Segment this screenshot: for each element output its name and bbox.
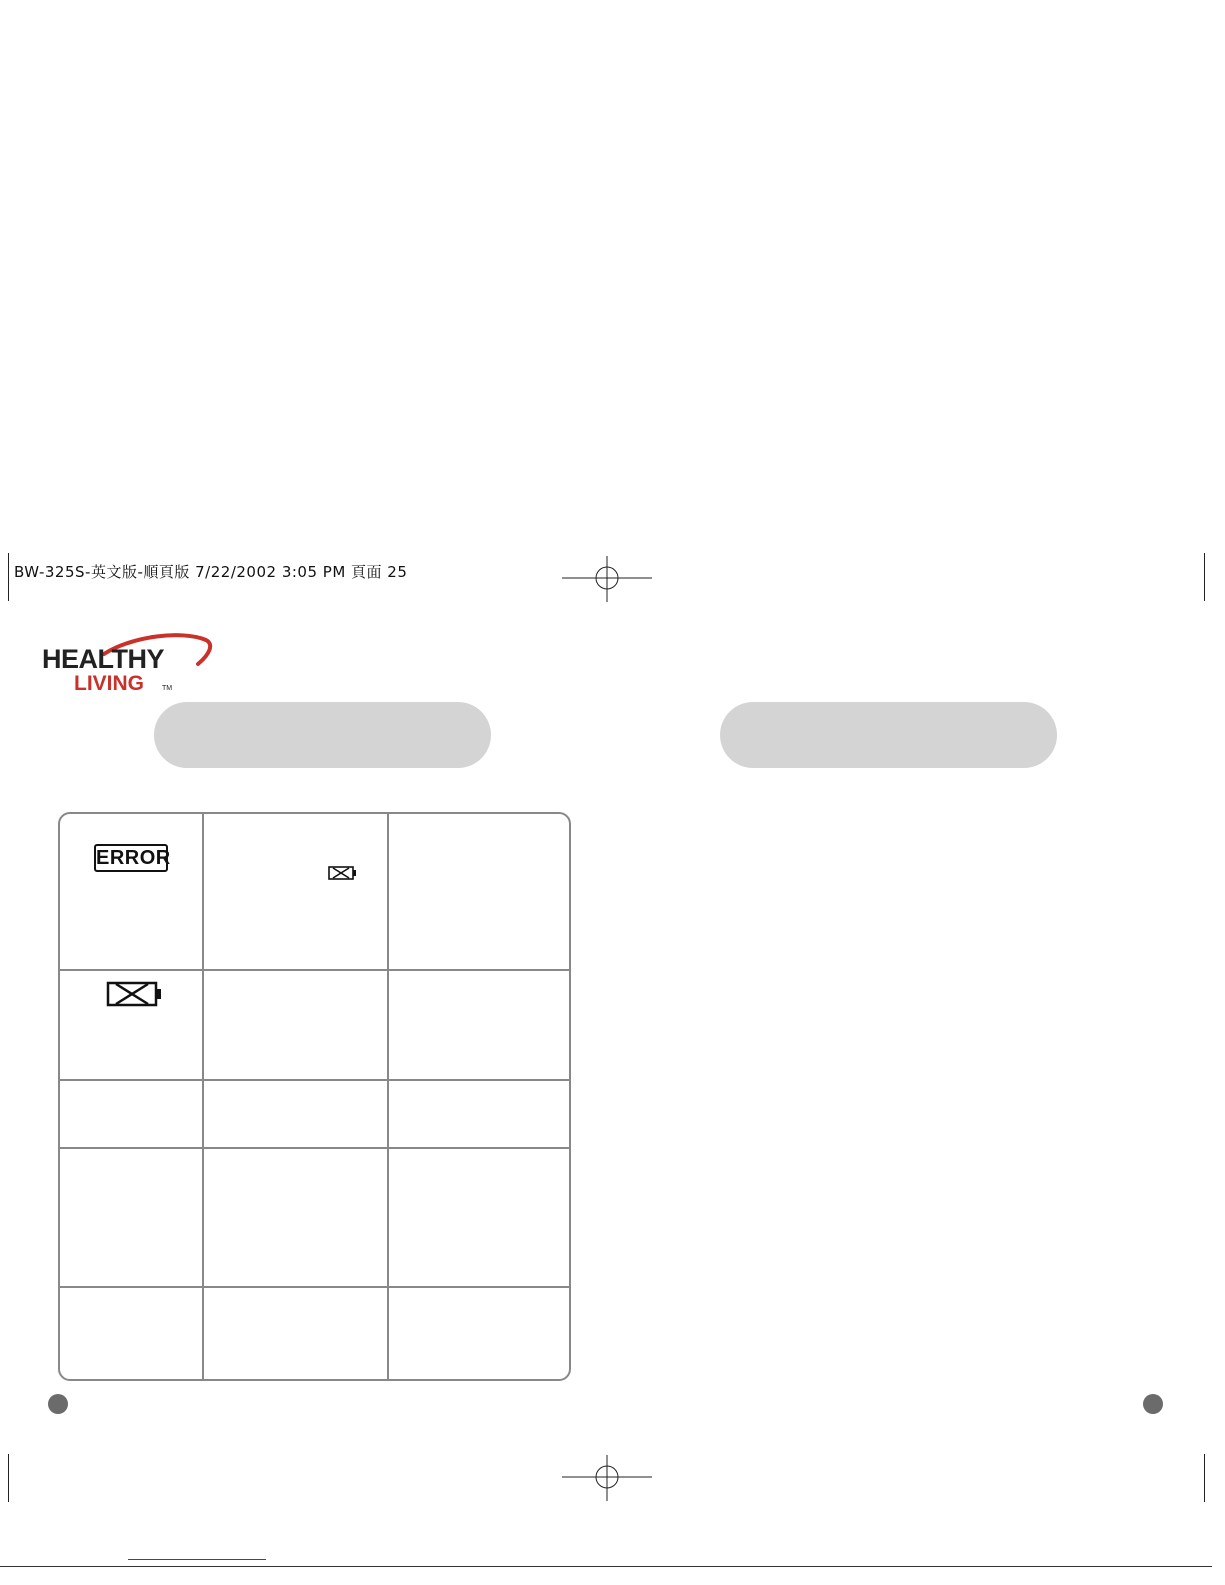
bottom-accent-rule — [128, 1559, 266, 1560]
page-number-dot-right — [1143, 1394, 1163, 1414]
registration-mark-bottom — [562, 1455, 652, 1501]
crop-mark-bottom-left — [8, 1454, 9, 1502]
crop-mark-top-left — [8, 553, 9, 601]
page-number-dot-left — [48, 1394, 68, 1414]
table-column-divider — [387, 814, 389, 1379]
table-column-divider — [202, 814, 204, 1379]
table-row-divider — [60, 1286, 569, 1288]
logo-word-healthy: HEALTHY — [42, 644, 164, 674]
logo-trademark: TM — [162, 685, 173, 692]
table-row-divider — [60, 1079, 569, 1081]
registration-mark-top — [562, 556, 652, 602]
table-row-divider — [60, 969, 569, 971]
error-symbol: ERROR — [94, 844, 168, 872]
troubleshooting-table — [58, 812, 571, 1381]
battery-low-icon — [328, 865, 358, 881]
healthy-living-logo — [42, 632, 212, 698]
crop-mark-bottom-right — [1204, 1454, 1205, 1502]
section-header-pill-left — [154, 702, 491, 768]
section-header-pill-right — [720, 702, 1057, 768]
crop-mark-top-right — [1204, 553, 1205, 601]
battery-low-icon — [106, 980, 164, 1008]
bottom-page-rule — [0, 1566, 1212, 1567]
printer-slug-line: BW-325S-英文版-順頁版 7/22/2002 3:05 PM 頁面 25 — [14, 563, 408, 581]
table-row-divider — [60, 1147, 569, 1149]
logo-word-living: LIVING — [74, 672, 145, 695]
